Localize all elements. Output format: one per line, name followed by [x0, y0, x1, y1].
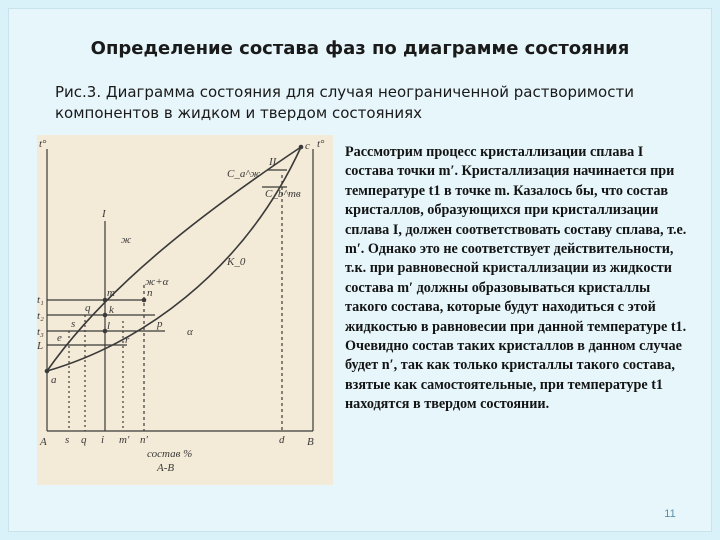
label-l: L	[37, 340, 44, 352]
label-conc-a: C_a^ж	[227, 168, 261, 180]
solidus-curve	[47, 147, 301, 371]
label-alloy-i: I	[102, 208, 106, 220]
label-t-left: t°	[39, 138, 47, 150]
axis-tick-s: s	[65, 434, 70, 446]
axis-label-composition: состав %	[147, 448, 193, 460]
label-point-r: r	[125, 334, 130, 346]
axis-tick-q: q	[81, 434, 87, 446]
label-point-p: p	[157, 318, 163, 330]
phase-diagram-figure	[37, 135, 333, 485]
axis-tick-i: i	[101, 434, 105, 446]
label-t-right: t°	[317, 138, 325, 150]
label-point-c: c	[305, 140, 310, 152]
phase-diagram-svg	[37, 135, 333, 485]
point-n-dot	[142, 298, 147, 303]
label-point-s: s	[71, 318, 76, 330]
label-point-k: k	[109, 304, 114, 316]
axis-tick-m: m′	[119, 434, 130, 446]
axis-label-direction: A-B	[157, 462, 175, 474]
point-c-dot	[299, 145, 304, 150]
label-point-e: e	[57, 332, 62, 344]
label-region-two-phase: ж+α	[145, 276, 169, 288]
label-conc-b: C_b^тв	[265, 188, 301, 200]
label-t1: t₁	[37, 294, 44, 306]
label-point-l: l	[107, 320, 111, 332]
point-a-dot	[45, 369, 50, 374]
point-k-dot	[103, 313, 108, 318]
label-point-n: n	[147, 287, 153, 299]
explanation-paragraph: Рассмотрим процесс кристаллизации сплава I состава точки m′. Кристаллизация начинается при температуре t1 в точке m. Казалось бы, что состав кристаллов, образующихся при кристаллизации сплава I, должен соответствовать составу сплава, т.е. m′. Однако это не соответствует действительности, т.к. при равновесной кристаллизации из жидкости состава m′ должны образовываться кристаллы такого состава, которые будут находиться с этой жидкостью в равновесии при данной температуре t1. Очевидно состав таких кристаллов в данном случае будет n′, так как только кристаллы такого состава, взятые как самостоятельные, при температуре t1 находятся в твердом состоянии.	[345, 144, 687, 413]
slide-number: 11	[664, 508, 676, 520]
label-region-solid: α	[187, 326, 193, 338]
label-region-liquid: ж	[121, 234, 132, 246]
label-ratio-k0: K_0	[227, 256, 246, 268]
axis-tick-n: n′	[140, 434, 148, 446]
label-corner-a: A	[40, 436, 47, 448]
axis-tick-d: d	[279, 434, 285, 446]
figure-caption: Рис.3. Диаграмма состояния для случая неограниченной растворимости компонентов в жидком и твердом состояниях	[55, 83, 634, 122]
liquidus-curve	[47, 147, 301, 371]
slide-title: Определение состава фаз по диаграмме состояния	[90, 38, 630, 59]
label-corner-b: B	[307, 436, 314, 448]
label-point-q: q	[85, 302, 91, 314]
label-point-ii: II	[269, 156, 277, 168]
label-t2: t₂	[37, 310, 44, 322]
label-t3: t₃	[37, 326, 44, 338]
label-point-m: m	[107, 287, 115, 299]
label-point-a: a	[51, 374, 57, 386]
